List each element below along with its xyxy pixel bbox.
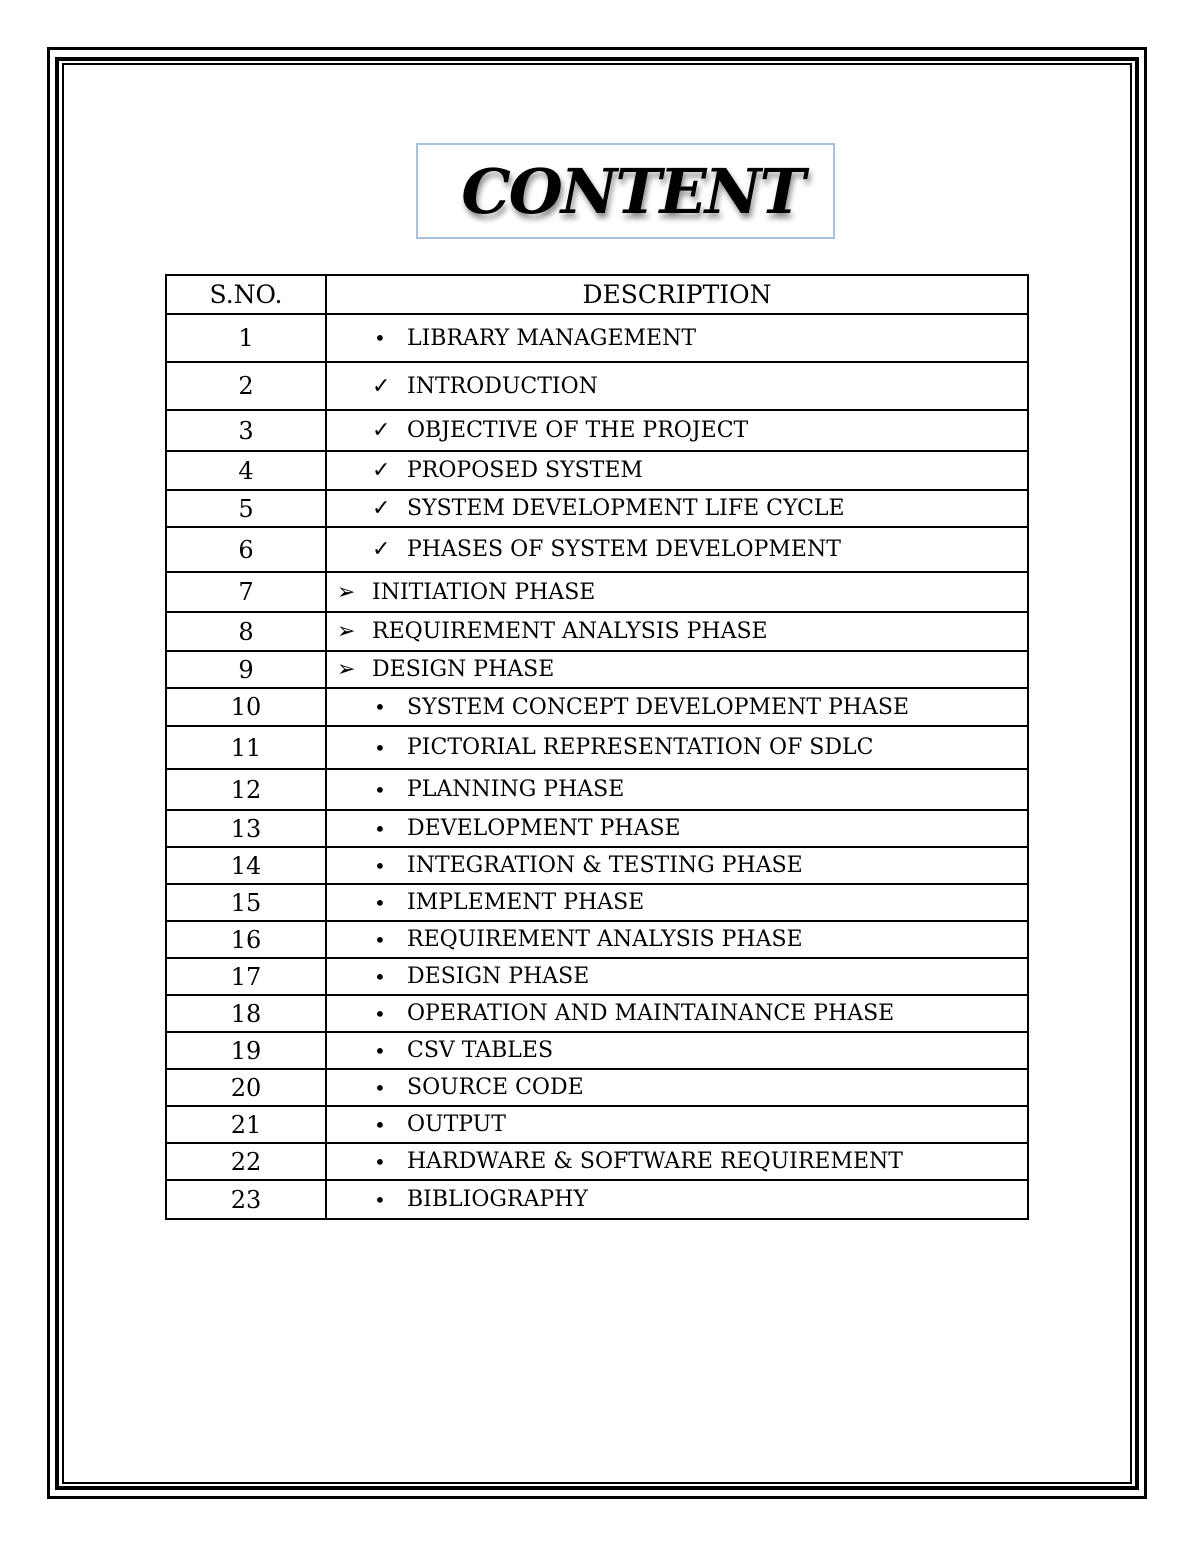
row-description-cell	[326, 847, 1028, 884]
row-description	[327, 1038, 1027, 1063]
row-number: 6	[166, 527, 326, 572]
row-label: HARDWARE & SOFTWARE REQUIREMENT	[407, 1149, 903, 1174]
table-row	[166, 995, 1028, 1032]
row-description	[327, 418, 1027, 443]
row-description-cell	[326, 490, 1028, 527]
description-header: DESCRIPTION	[326, 275, 1028, 314]
table-row	[166, 612, 1028, 651]
row-description	[327, 853, 1027, 878]
row-description	[327, 735, 1027, 760]
row-description-cell	[326, 884, 1028, 921]
row-description-cell	[326, 921, 1028, 958]
table-row	[166, 490, 1028, 527]
table-row	[166, 1180, 1028, 1219]
title-box	[416, 143, 835, 239]
checkmark-icon: ✓	[372, 373, 391, 399]
row-description	[327, 890, 1027, 915]
bullet-icon: •	[374, 1038, 386, 1063]
row-number: 10	[166, 688, 326, 726]
row-description-cell	[326, 612, 1028, 651]
row-label: INITIATION PHASE	[372, 579, 596, 605]
row-number: 12	[166, 769, 326, 810]
row-description	[327, 458, 1027, 483]
bullet-icon: •	[374, 735, 386, 760]
bullet-icon: •	[374, 1075, 386, 1100]
row-label: SYSTEM DEVELOPMENT LIFE CYCLE	[407, 496, 845, 521]
row-description-cell	[326, 1032, 1028, 1069]
row-description-cell	[326, 726, 1028, 769]
contents-table	[165, 274, 1029, 1220]
table-row	[166, 410, 1028, 451]
row-description	[327, 374, 1027, 399]
row-description-cell	[326, 1180, 1028, 1219]
row-description-cell	[326, 769, 1028, 810]
row-description	[327, 619, 1027, 644]
row-number: 18	[166, 995, 326, 1032]
row-label: REQUIREMENT ANALYSIS PHASE	[407, 927, 803, 952]
row-description	[327, 326, 1027, 351]
row-description-cell	[326, 314, 1028, 362]
row-label: BIBLIOGRAPHY	[407, 1187, 588, 1212]
row-description-cell	[326, 451, 1028, 490]
bullet-icon: •	[374, 1187, 386, 1212]
row-number: 23	[166, 1180, 326, 1219]
table-row	[166, 847, 1028, 884]
page-title: CONTENT	[461, 154, 804, 228]
row-description	[327, 1112, 1027, 1137]
bullet-icon: •	[374, 964, 386, 989]
row-description-cell	[326, 572, 1028, 612]
row-label: IMPLEMENT PHASE	[407, 890, 645, 915]
row-number: 7	[166, 572, 326, 612]
bullet-icon: •	[374, 927, 386, 952]
row-description	[327, 1001, 1027, 1026]
row-description-cell	[326, 410, 1028, 451]
checkmark-icon: ✓	[372, 458, 391, 483]
row-number: 11	[166, 726, 326, 769]
row-description-cell	[326, 1143, 1028, 1180]
row-description-cell	[326, 995, 1028, 1032]
row-description-cell	[326, 688, 1028, 726]
row-number: 2	[166, 362, 326, 410]
row-description	[327, 537, 1027, 562]
row-description-cell	[326, 527, 1028, 572]
row-description-cell	[326, 362, 1028, 410]
row-number: 3	[166, 410, 326, 451]
row-label: OBJECTIVE OF THE PROJECT	[407, 418, 749, 443]
row-description	[327, 695, 1027, 720]
bullet-icon: •	[374, 1001, 386, 1026]
row-description	[327, 580, 1027, 605]
bullet-icon: •	[374, 853, 386, 878]
row-label: SYSTEM CONCEPT DEVELOPMENT PHASE	[407, 694, 910, 720]
bullet-icon: •	[374, 816, 386, 841]
row-description-cell	[326, 1106, 1028, 1143]
row-description	[327, 1075, 1027, 1100]
bullet-icon: •	[374, 1112, 386, 1137]
row-number: 20	[166, 1069, 326, 1106]
row-number: 21	[166, 1106, 326, 1143]
table-row	[166, 726, 1028, 769]
row-number: 5	[166, 490, 326, 527]
table-row	[166, 651, 1028, 688]
row-description	[327, 1187, 1027, 1212]
row-label: DESIGN PHASE	[372, 657, 555, 682]
table-row	[166, 769, 1028, 810]
row-number: 16	[166, 921, 326, 958]
row-description	[327, 927, 1027, 952]
row-label: OUTPUT	[407, 1112, 506, 1137]
row-number: 4	[166, 451, 326, 490]
row-description	[327, 1149, 1027, 1174]
table-row	[166, 688, 1028, 726]
row-description	[327, 657, 1027, 682]
row-label: DEVELOPMENT PHASE	[407, 816, 681, 841]
bullet-icon: •	[374, 695, 386, 719]
row-number: 15	[166, 884, 326, 921]
checkmark-icon: ✓	[372, 496, 391, 521]
row-label: DESIGN PHASE	[407, 964, 590, 989]
row-label: OPERATION AND MAINTAINANCE PHASE	[407, 1001, 895, 1026]
bullet-icon: •	[374, 777, 386, 802]
arrow-bullet-icon: ➢	[337, 657, 356, 682]
row-number: 8	[166, 612, 326, 651]
table-row	[166, 527, 1028, 572]
sno-header: S.NO.	[166, 275, 326, 314]
table-row	[166, 362, 1028, 410]
table-row	[166, 1106, 1028, 1143]
arrow-bullet-icon: ➢	[337, 579, 356, 605]
bullet-icon: •	[374, 1149, 386, 1174]
row-number: 19	[166, 1032, 326, 1069]
table-row	[166, 451, 1028, 490]
checkmark-icon: ✓	[372, 418, 391, 443]
row-number: 9	[166, 651, 326, 688]
arrow-bullet-icon: ➢	[337, 619, 356, 644]
row-label: PLANNING PHASE	[407, 777, 625, 802]
table-row	[166, 810, 1028, 847]
table-row	[166, 314, 1028, 362]
row-label: LIBRARY MANAGEMENT	[407, 325, 697, 351]
row-description-cell	[326, 1069, 1028, 1106]
row-description-cell	[326, 651, 1028, 688]
row-description	[327, 496, 1027, 521]
row-description	[327, 964, 1027, 989]
row-description-cell	[326, 810, 1028, 847]
row-number: 14	[166, 847, 326, 884]
table-row	[166, 921, 1028, 958]
bullet-icon: •	[374, 326, 386, 350]
table-row	[166, 1032, 1028, 1069]
row-label: PICTORIAL REPRESENTATION OF SDLC	[407, 735, 874, 760]
table-row	[166, 1143, 1028, 1180]
table-row	[166, 884, 1028, 921]
table-row	[166, 958, 1028, 995]
row-number: 13	[166, 810, 326, 847]
row-label: REQUIREMENT ANALYSIS PHASE	[372, 619, 768, 644]
table-body	[166, 314, 1028, 1219]
row-number: 17	[166, 958, 326, 995]
bullet-icon: •	[374, 890, 386, 915]
row-label: SOURCE CODE	[407, 1075, 584, 1100]
row-description	[327, 777, 1027, 802]
row-description	[327, 816, 1027, 841]
row-label: PROPOSED SYSTEM	[407, 458, 643, 483]
table-row	[166, 572, 1028, 612]
table-row	[166, 1069, 1028, 1106]
checkmark-icon: ✓	[372, 537, 391, 562]
row-description-cell	[326, 958, 1028, 995]
row-label: INTEGRATION & TESTING PHASE	[407, 853, 803, 878]
table-header-row	[166, 275, 1028, 314]
row-label: PHASES OF SYSTEM DEVELOPMENT	[407, 537, 841, 562]
row-number: 22	[166, 1143, 326, 1180]
row-label: INTRODUCTION	[407, 373, 598, 399]
row-number: 1	[166, 314, 326, 362]
row-label: CSV TABLES	[407, 1038, 554, 1063]
